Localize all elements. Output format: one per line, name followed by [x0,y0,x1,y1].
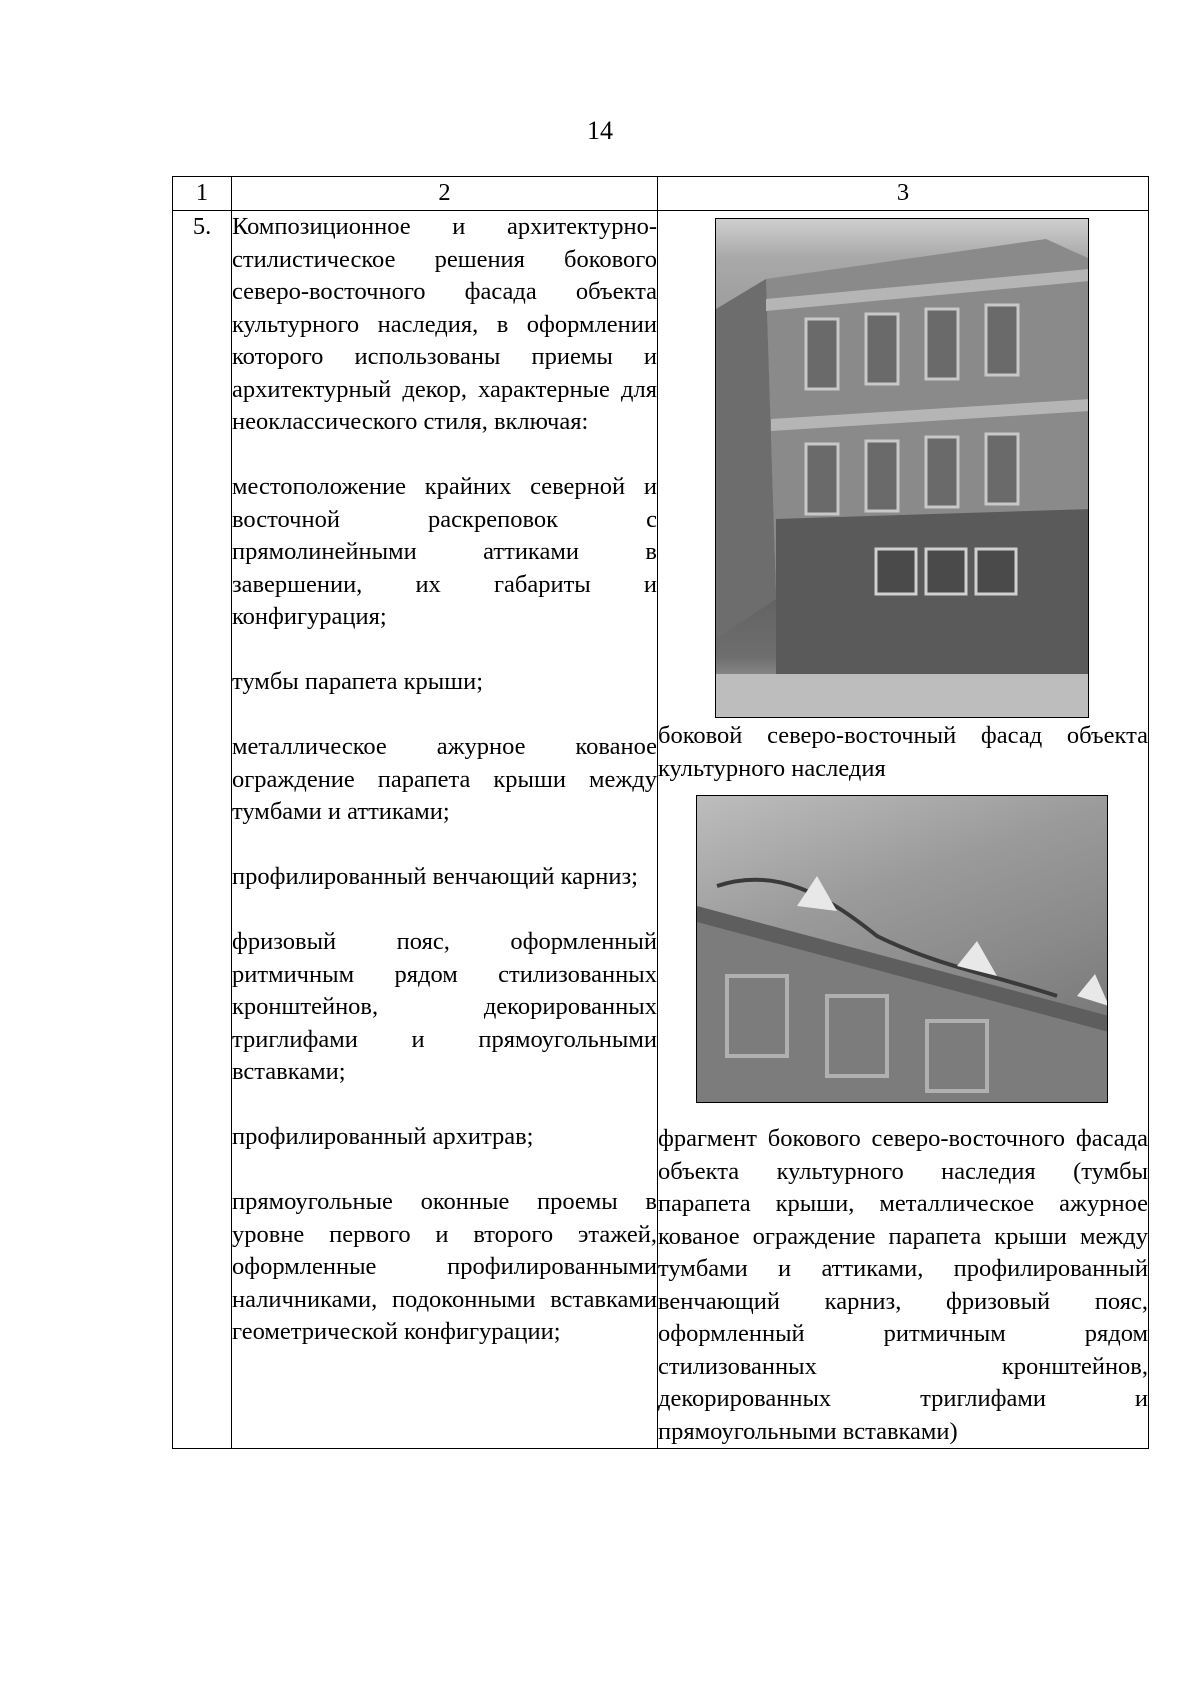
feature-item: металлическое ажурное кованое ограждение парапета крыши между тумбами и аттиками; [232,733,657,825]
table-header-row [173,177,1149,211]
facade-photo-graphic [716,219,1089,718]
row-images [658,211,1149,1449]
table-row [173,211,1149,1449]
facade-photo [715,218,1089,718]
description-intro: Композиционное и архитектурно-стилистическое решения бокового северо-восточного фасада объекта культурного наследия, в оформлении которого использованы приемы и архитектурный декор, характерные для неоклассического стиля, включая: [232,213,657,435]
row-description [232,211,658,1449]
feature-item: фризовый пояс, оформленный ритмичным рядом стилизованных кронштейнов, декорированных триглифами и прямоугольными вставками; [232,928,657,1085]
fragment-photo-graphic [697,796,1108,1103]
column-header-2: 2 [232,177,658,211]
page-number: 14 [587,116,613,145]
facade-photo-caption: боковой северо-восточный фасад объекта культурного наследия [658,722,1148,782]
column-header-3: 3 [658,177,1149,211]
feature-item: профилированный архитрав; [232,1123,534,1150]
feature-item: местоположение крайних северной и восточной раскреповок с прямолинейными аттиками в завершении, их габариты и конфигурация; [232,473,657,630]
heritage-table [172,176,1149,1449]
feature-item: профилированный венчающий карниз; [232,863,638,890]
fragment-photo-caption: фрагмент бокового северо-восточного фасада объекта культурного наследия (тумбы парапета крыши, металлическое ажурное кованое ограждение парапета крыши между тумбами и аттиками, профилированный венчающий карниз, фризовый пояс, оформленный ритмичным рядом стилизованных кронштейнов, декорированных триглифами и прямоугольными вставками) [658,1125,1148,1445]
feature-item: прямоугольные оконные проемы в уровне первого и второго этажей, оформленные профилированными наличниками, подоконными вставками геометрической конфигурации; [232,1188,657,1345]
column-header-1: 1 [173,177,232,211]
feature-item: тумбы парапета крыши; [232,668,484,695]
fragment-photo [696,795,1108,1103]
row-number: 5. [173,211,232,1449]
